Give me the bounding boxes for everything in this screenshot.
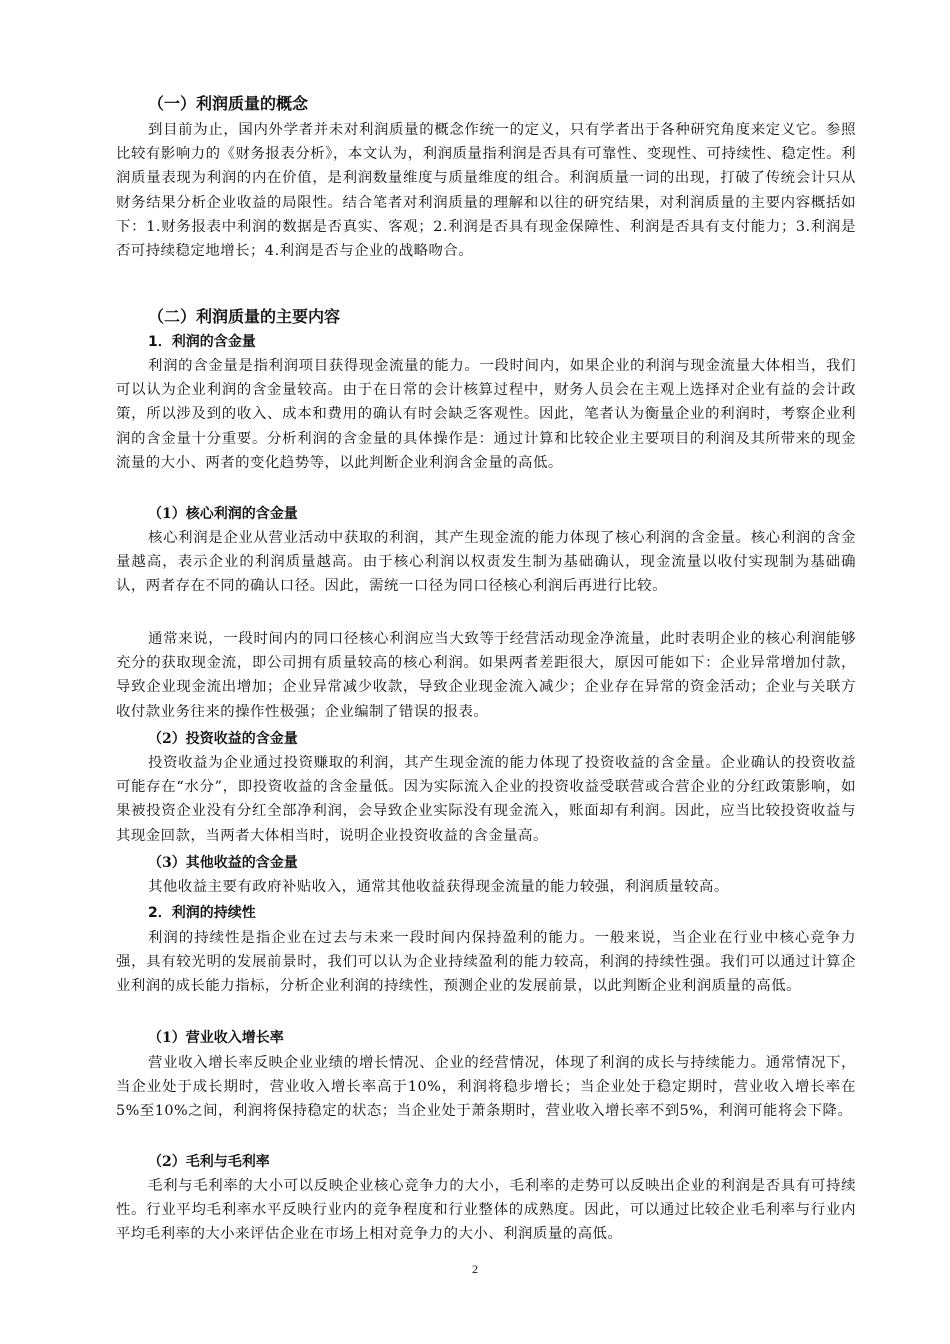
section-heading-main-contents: （二）利润质量的主要内容 <box>148 307 341 326</box>
paragraph-gross-margin: 毛利与毛利率的大小可以反映企业核心竞争力的大小，毛利率的走势可以反映出企业的利润是否具有可持续性。行业平均毛利率水平反映行业内的竞争程度和行业整体的成熟度。因此，可以通过比较企业毛利率与行业内平均毛利率的大小来评估企业在市场上相对竞争力的大小、利润质量的高低。 <box>116 1178 856 1243</box>
paragraph-core-profit-1: 核心利润是企业从营业活动中获取的利润，其产生现金流的能力体现了核心利润的含金量。核心利润的含金量越高，表示企业的利润质量越高。由于核心利润以权责发生制为基础确认，现金流量以收付实现制为基础确认，两者存在不同的确认口径。因此，需统一口径为同口径核心利润后再进行比较。 <box>116 530 856 595</box>
subheading-sustainability: 2．利润的持续性 <box>148 905 256 921</box>
paragraph-concept: 到目前为止，国内外学者并未对利润质量的概念作统一的定义，只有学者出于各种研究角度来定义它。参照比较有影响力的《财务报表分析》，本文认为，利润质量指利润是否具有可靠性、变现性、可持续性、稳定性。利润质量表现为利润的内在价值，是利润数量维度与质量维度的组合。利润质量一词的出现，打破了传统会计只从财务结果分析企业收益的局限性。结合笔者对利润质量的理解和以往的研究结果，对利润质量的主要内容概括如下：1.财务报表中利润的数据是否真实、客观；2.利润是否具有现金保障性、利润是否具有支付能力；3.利润是否可持续稳定地增长；4.利润是否与企业的战略吻合。 <box>116 122 856 260</box>
subheading-cash-content: 1．利润的含金量 <box>148 334 256 350</box>
item-heading-gross-margin: （2）毛利与毛利率 <box>148 1154 270 1170</box>
paragraph-sustainability: 利润的持续性是指企业在过去与未来一段时间内保持盈利的能力。一般来说，当企业在行业中核心竞争力强，具有较光明的发展前景时，我们可以认为企业持续盈利的能力较高，利润的持续性强。我们可以通过计算企业利润的成长能力指标，分析企业利润的持续性，预测企业的发展前景，以此判断企业利润质量的高低。 <box>116 930 856 995</box>
section-heading-profit-quality-concept: （一）利润质量的概念 <box>148 94 309 113</box>
paragraph-cash-content: 利润的含金量是指利润项目获得现金流量的能力。一段时间内，如果企业的利润与现金流量大体相当，我们可以认为企业利润的含金量较高。由于在日常的会计核算过程中，财务人员会在主观上选择对企业有益的会计政策，所以涉及到的收入、成本和费用的确认有时会缺乏客观性。因此，笔者认为衡量企业的利润时，考察企业利润的含金量十分重要。分析利润的含金量的具体操作是：通过计算和比较企业主要项目的利润及其所带来的现金流量的大小、两者的变化趋势等，以此判断企业利润含金量的高低。 <box>116 358 856 471</box>
paragraph-revenue-growth: 营业收入增长率反映企业业绩的增长情况、企业的经营情况，体现了利润的成长与持续能力。通常情况下，当企业处于成长期时，营业收入增长率高于10%，利润将稳步增长；当企业处于稳定期时，营业收入增长率在5%至10%之间，利润将保持稳定的状态；当企业处于萧条期时，营业收入增长率不到5%，利润可能将会下降。 <box>116 1055 856 1120</box>
item-heading-investment-income: （2）投资收益的含金量 <box>148 731 298 747</box>
page-number: 2 <box>472 1262 478 1276</box>
paragraph-investment-income: 投资收益为企业通过投资赚取的利润，其产生现金流的能力体现了投资收益的含金量。企业确认的投资收益可能存在“水分”，即投资收益的含金量低。因为实际流入企业的投资收益受联营或合营企业的分红政策影响，如果被投资企业没有分红全部净利润，会导致企业实际没有现金流入，账面却有利润。因此，应当比较投资收益与其现金回款，当两者大体相当时，说明企业投资收益的含金量高。 <box>116 755 856 844</box>
paragraph-core-profit-2: 通常来说，一段时间内的同口径核心利润应当大致等于经营活动现金净流量，此时表明企业的核心利润能够充分的获取现金流，即公司拥有质量较高的核心利润。如果两者差距很大，原因可能如下：企业异常增加付款，导致企业现金流出增加；企业异常减少收款，导致企业现金流入减少；企业存在异常的资金活动；企业与关联方收付款业务往来的操作性极强；企业编制了错误的报表。 <box>116 631 856 720</box>
item-heading-revenue-growth: （1）营业收入增长率 <box>148 1030 284 1046</box>
item-heading-core-profit: （1）核心利润的含金量 <box>148 506 298 522</box>
paragraph-other-income: 其他收益主要有政府补贴收入，通常其他收益获得现金流量的能力较强，利润质量较高。 <box>148 879 729 895</box>
item-heading-other-income: （3）其他收益的含金量 <box>148 855 298 871</box>
